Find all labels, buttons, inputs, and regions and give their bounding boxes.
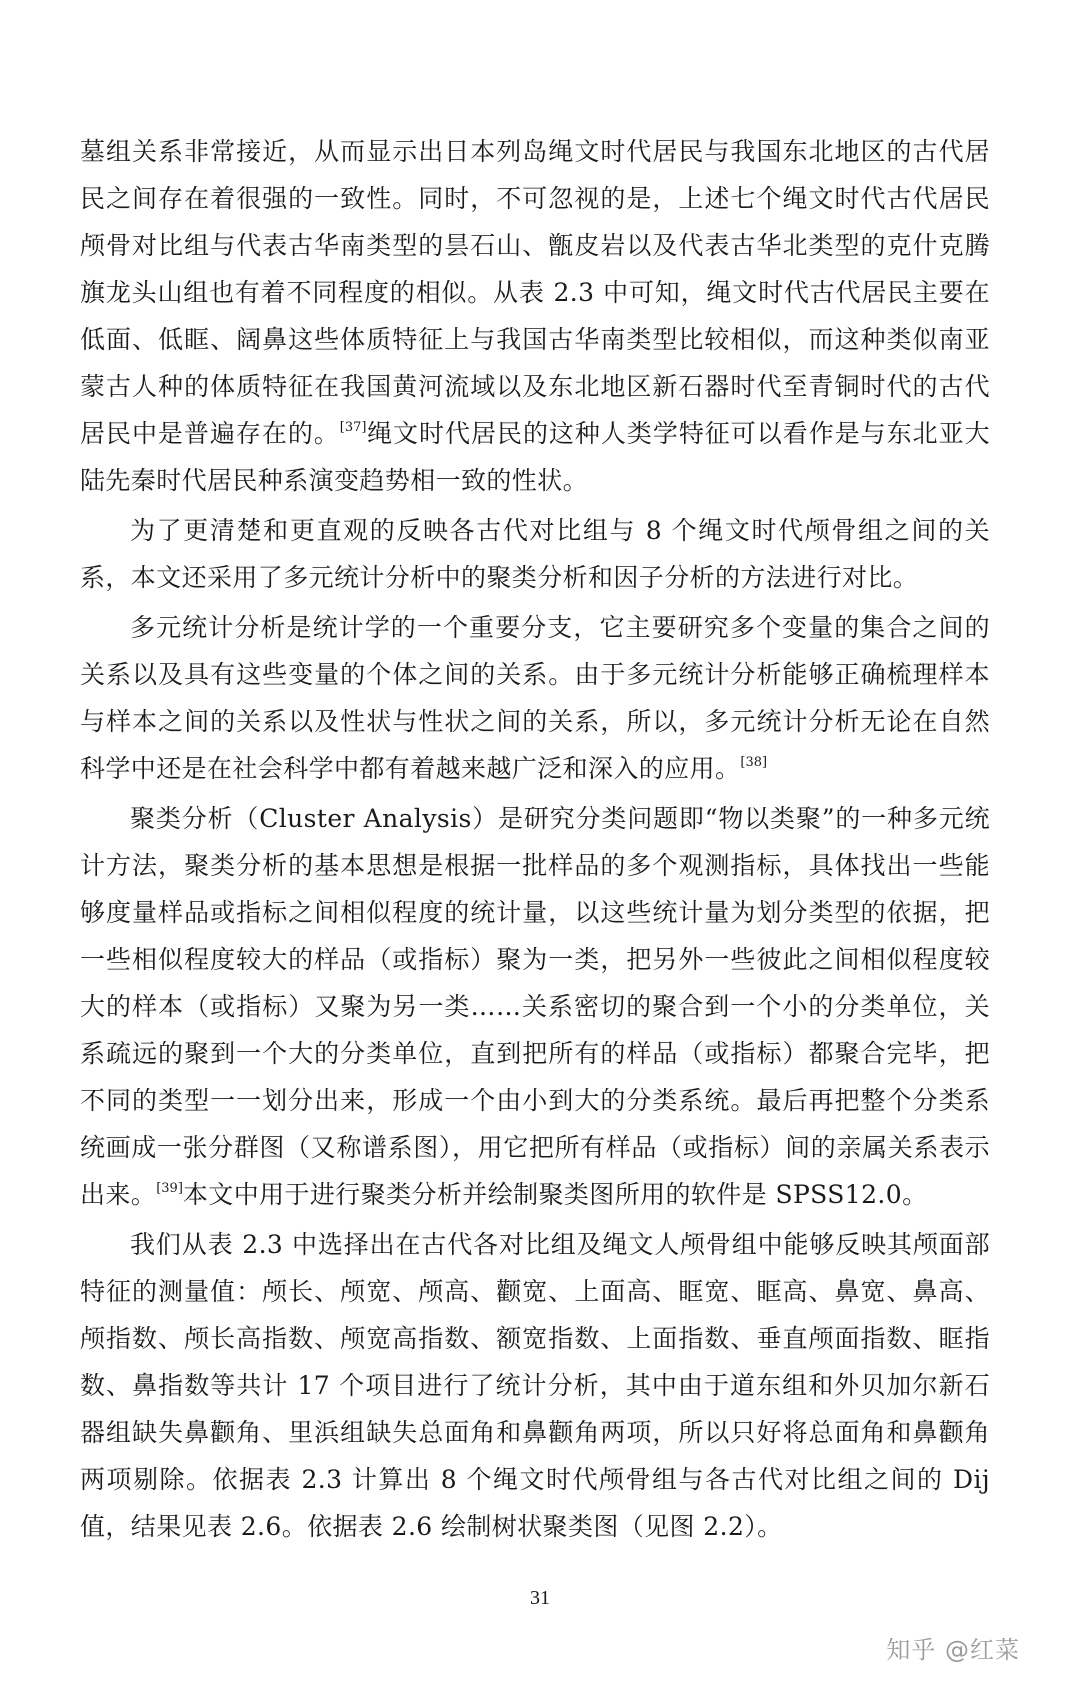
page-number: 31 bbox=[530, 1587, 550, 1609]
document-body bbox=[80, 128, 990, 1550]
citation-ref: [39] bbox=[156, 1180, 183, 1196]
citation-ref: [37] bbox=[339, 419, 367, 435]
text-segment: 本文中用于进行聚类分析并绘制聚类图所用的软件是 SPSS12.0。 bbox=[182, 1180, 928, 1209]
text-segment: 聚类分析（Cluster Analysis）是研究分类问题即“物以类聚”的一种多元统计方法，聚类分析的基本思想是根据一批样品的多个观测指标，具体找出一些能够度量样品或指标之间相似程度的统计量，以这些统计量为划分类型的依据，把一些相似程度较大的样品（或指标）聚为一类，把另外一些彼此之间相似程度较大的样本（或指标）又聚为另一类……关系密切的聚合到一个小的分类单位，关系疏远的聚到一个大的分类单位，直到把所有的样品（或指标）都聚合完毕，把不同的类型一一划分出来，形成一个由小到大的分类系统。最后再把整个分类系统画成一张分群图（又称谱系图），用它把所有样品（或指标）间的亲属关系表示出来。 bbox=[80, 804, 990, 1209]
text-segment: 我们从表 2.3 中选择出在古代各对比组及绳文人颅骨组中能够反映其颅面部特征的测量值：颅长、颅宽、颅高、颧宽、上面高、眶宽、眶高、鼻宽、鼻高、颅指数、颅长高指数、颅宽高指数、额宽指数、上面指数、垂直颅面指数、眶指数、鼻指数等共计 17 个项目进行了统计分析，其中由于道东组和外贝加尔新石器组缺失鼻颧角、里浜组缺失总面角和鼻颧角两项，所以只好将总面角和鼻颧角两项剔除。依据表 2.3 计算出 8 个绳文时代颅骨组与各古代对比组之间的 Dij 值，结果见表 2.6。依据表 2.6 绘制树状聚类图（见图 2.2）。 bbox=[80, 1230, 990, 1541]
text-segment: 绳文时代居民的这种人类学特征可以看作是与东北亚大陆先秦时代居民种系演变趋势相一致的性状。 bbox=[80, 419, 990, 495]
paragraph-1 bbox=[80, 128, 990, 504]
text-segment: 为了更清楚和更直观的反映各古代对比组与 8 个绳文时代颅骨组之间的关系，本文还采用了多元统计分析中的聚类分析和因子分析的方法进行对比。 bbox=[80, 516, 990, 592]
text-segment: 墓组关系非常接近，从而显示出日本列岛绳文时代居民与我国东北地区的古代居民之间存在着很强的一致性。同时，不可忽视的是，上述七个绳文时代古代居民颅骨对比组与代表古华南类型的昙石山、甑皮岩以及代表古华北类型的克什克腾旗龙头山组也有着不同程度的相似。从表 2.3 中可知，绳文时代古代居民主要在低面、低眶、阔鼻这些体质特征上与我国古华南类型比较相似，而这种类似南亚蒙古人种的体质特征在我国黄河流域以及东北地区新石器时代至青铜时代的古代居民中是普遍存在的。 bbox=[80, 137, 990, 448]
text-segment: 多元统计分析是统计学的一个重要分支，它主要研究多个变量的集合之间的关系以及具有这些变量的个体之间的关系。由于多元统计分析能够正确梳理样本与样本之间的关系以及性状与性状之间的关系，所以，多元统计分析无论在自然科学中还是在社会科学中都有着越来越广泛和深入的应用。 bbox=[80, 613, 990, 783]
citation-ref: [38] bbox=[740, 754, 768, 770]
paragraph-2 bbox=[80, 507, 990, 601]
paragraph-4 bbox=[80, 795, 990, 1218]
watermark-text: 知乎 @红菜 bbox=[886, 1636, 1020, 1664]
paragraph-5 bbox=[80, 1221, 990, 1550]
paragraph-3 bbox=[80, 604, 990, 792]
